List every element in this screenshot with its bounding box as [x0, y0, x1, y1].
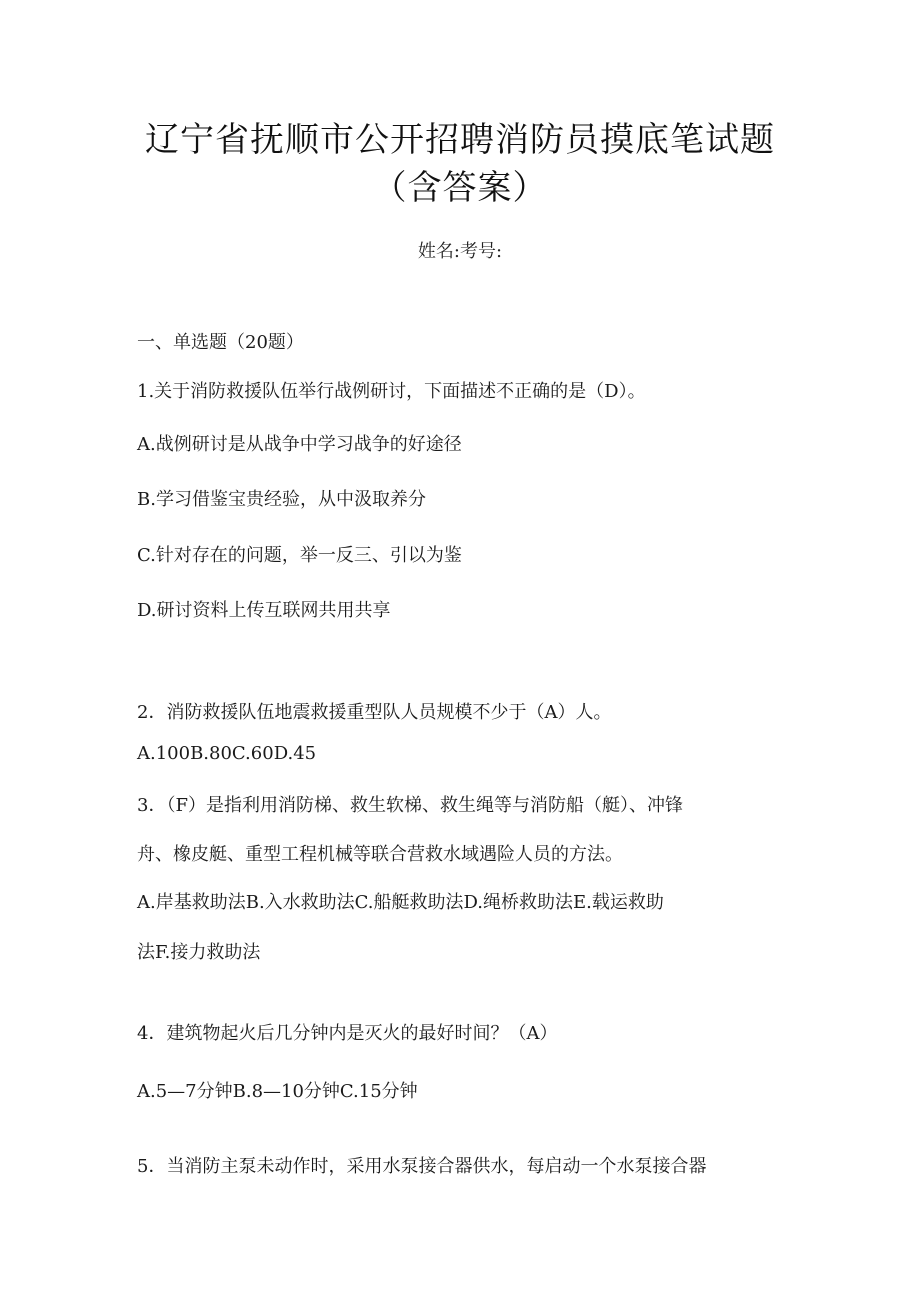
question-1-option-c: C.针对存在的问题，举一反三、引以为鉴	[137, 545, 462, 566]
question-3-options-line-2: 法F.接力救助法	[137, 942, 261, 963]
question-3-text-line-2: 舟、橡皮艇、重型工程机械等联合营救水域遇险人员的方法。	[137, 844, 623, 865]
question-1-option-b: B.学习借鉴宝贵经验，从中汲取养分	[137, 489, 426, 510]
question-2-text: 2．消防救援队伍地震救援重型队人员规模不少于（A）人。	[137, 702, 612, 723]
question-4-text: 4．建筑物起火后几分钟内是灭火的最好时间？（A）	[137, 1023, 558, 1044]
question-1-option-a: A.战例研讨是从战争中学习战争的好途径	[137, 434, 462, 455]
section-heading: 一、单选题（20题）	[137, 332, 304, 353]
question-1-option-d: D.研讨资料上传互联网共用共享	[137, 600, 391, 621]
document-title-line-2: （含答案）	[372, 168, 548, 208]
question-4-options: A.5—7分钟B.8—10分钟C.15分钟	[137, 1081, 418, 1102]
question-5-text: 5．当消防主泵未动作时，采用水泵接合器供水，每启动一个水泵接合器	[137, 1156, 707, 1177]
document-title-line-1: 辽宁省抚顺市公开招聘消防员摸底笔试题	[145, 120, 775, 160]
question-3-text-line-1: 3．（F）是指利用消防梯、救生软梯、救生绳等与消防船（艇）、冲锋	[137, 795, 683, 816]
name-exam-number-field: 姓名:考号:	[417, 241, 503, 262]
question-2-options: A.100B.80C.60D.45	[137, 743, 317, 764]
question-1-text: 1.关于消防救援队伍举行战例研讨，下面描述不正确的是（D）。	[137, 381, 646, 402]
question-3-options-line-1: A.岸基救助法B.入水救助法C.船艇救助法D.绳桥救助法E.载运救助	[137, 892, 664, 913]
